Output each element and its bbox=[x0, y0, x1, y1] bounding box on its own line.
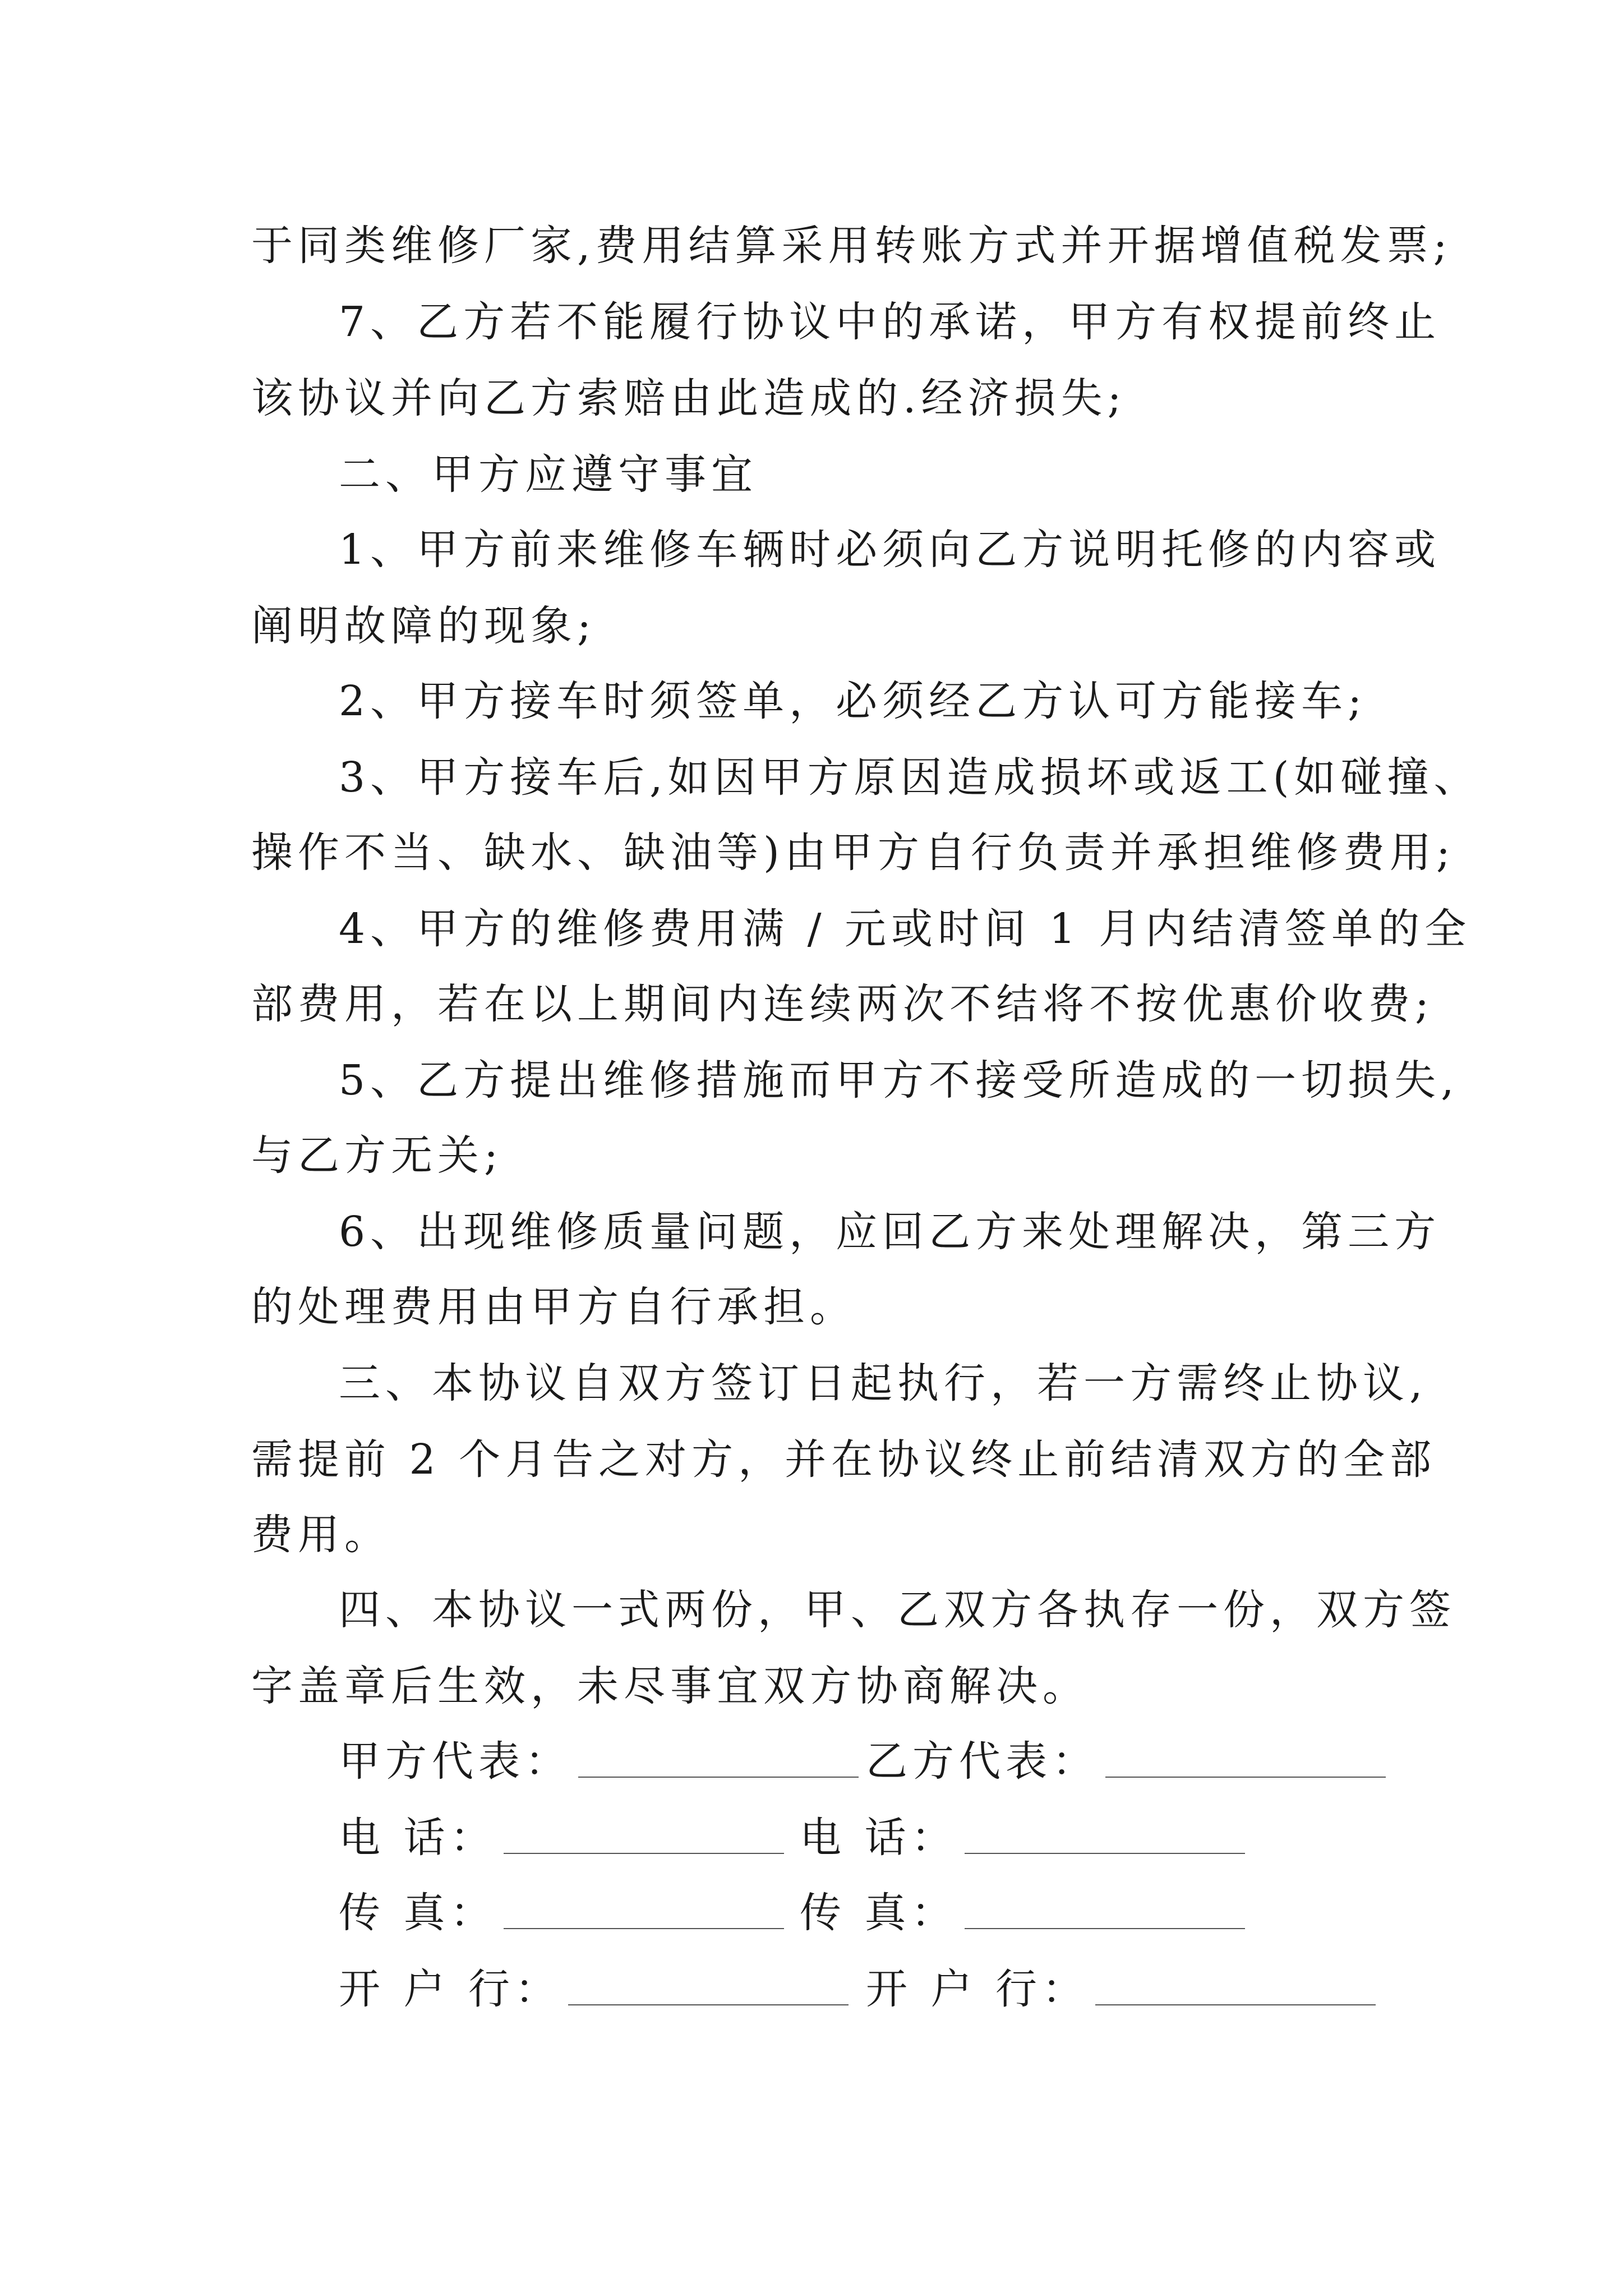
party-b-rep-field bbox=[866, 1733, 1386, 1789]
paragraph-line: 该协议并向乙方索赔由此造成的.经济损失; bbox=[251, 374, 1127, 422]
paragraph-line: 需提前 2 个月告之对方，并在协议终止前结清双方的全部 bbox=[251, 1435, 1437, 1484]
paragraph-line: 四、本协议一式两份，甲、乙双方各执存一份，双方签 bbox=[339, 1586, 1456, 1634]
paragraph-line: 7、乙方若不能履行协议中的承诺，甲方有权提前终止 bbox=[339, 298, 1441, 346]
party-a-phone-blank bbox=[504, 1849, 784, 1854]
party-b-phone-field bbox=[800, 1810, 1245, 1866]
paragraph-line: 的处理费用由甲方自行承担。 bbox=[251, 1283, 856, 1331]
party-a-phone-label: 电 话： bbox=[339, 1814, 497, 1862]
section-heading: 二、甲方应遵守事宜 bbox=[339, 450, 758, 499]
party-b-fax-blank bbox=[965, 1925, 1245, 1929]
party-a-fax-label: 传 真： bbox=[339, 1889, 497, 1937]
paragraph-line: 5、乙方提出维修措施而甲方不接受所造成的一切损失, bbox=[339, 1056, 1459, 1105]
party-b-fax-label: 传 真： bbox=[800, 1889, 958, 1937]
paragraph-line: 操作不当、缺水、缺油等)由甲方自行负责并承担维修费用; bbox=[251, 829, 1455, 877]
paragraph-line: 4、甲方的维修费用满 / 元或时间 1 月内结清签单的全 bbox=[339, 905, 1472, 953]
party-a-rep-label: 甲方代表： bbox=[339, 1737, 571, 1786]
party-b-fax-field bbox=[800, 1885, 1245, 1941]
party-b-rep-label: 乙方代表： bbox=[866, 1737, 1099, 1786]
party-a-bank-label: 开 户 行： bbox=[339, 1965, 562, 2013]
paragraph-line: 6、出现维修质量问题，应回乙方来处理解决，第三方 bbox=[339, 1208, 1441, 1256]
paragraph-line: 字盖章后生效，未尽事宜双方协商解决。 bbox=[251, 1662, 1089, 1710]
paragraph-line: 部费用，若在以上期间内连续两次不结将不按优惠价收费; bbox=[251, 980, 1434, 1028]
party-a-fax-field bbox=[339, 1885, 784, 1941]
paragraph-line: 3、甲方接车后,如因甲方原因造成损坏或返工(如碰撞、 bbox=[339, 753, 1481, 802]
paragraph-line: 于同类维修厂家,费用结算采用转账方式并开据增值税发票; bbox=[251, 222, 1453, 270]
party-a-bank-field bbox=[339, 1961, 849, 2017]
party-b-phone-blank bbox=[965, 1849, 1245, 1854]
party-a-phone-field bbox=[339, 1810, 784, 1866]
party-a-bank-blank bbox=[568, 2001, 849, 2005]
party-a-fax-blank bbox=[504, 1925, 784, 1929]
party-b-bank-field bbox=[866, 1961, 1376, 2017]
paragraph-line: 三、本协议自双方签订日起执行，若一方需终止协议, bbox=[339, 1359, 1428, 1407]
paragraph-line: 阐明故障的现象; bbox=[251, 602, 596, 650]
paragraph-line: 与乙方无关; bbox=[251, 1131, 503, 1180]
party-b-phone-label: 电 话： bbox=[800, 1814, 958, 1862]
party-b-bank-label: 开 户 行： bbox=[866, 1965, 1089, 2013]
party-a-rep-field bbox=[339, 1733, 859, 1789]
paragraph-line: 2、甲方接车时须签单，必须经乙方认可方能接车; bbox=[339, 677, 1367, 725]
party-b-rep-blank bbox=[1105, 1773, 1386, 1778]
party-a-rep-blank bbox=[578, 1773, 859, 1778]
paragraph-line: 1、甲方前来维修车辆时必须向乙方说明托修的内容或 bbox=[339, 526, 1441, 574]
paragraph-line: 费用。 bbox=[251, 1511, 391, 1559]
party-b-bank-blank bbox=[1095, 2001, 1376, 2005]
